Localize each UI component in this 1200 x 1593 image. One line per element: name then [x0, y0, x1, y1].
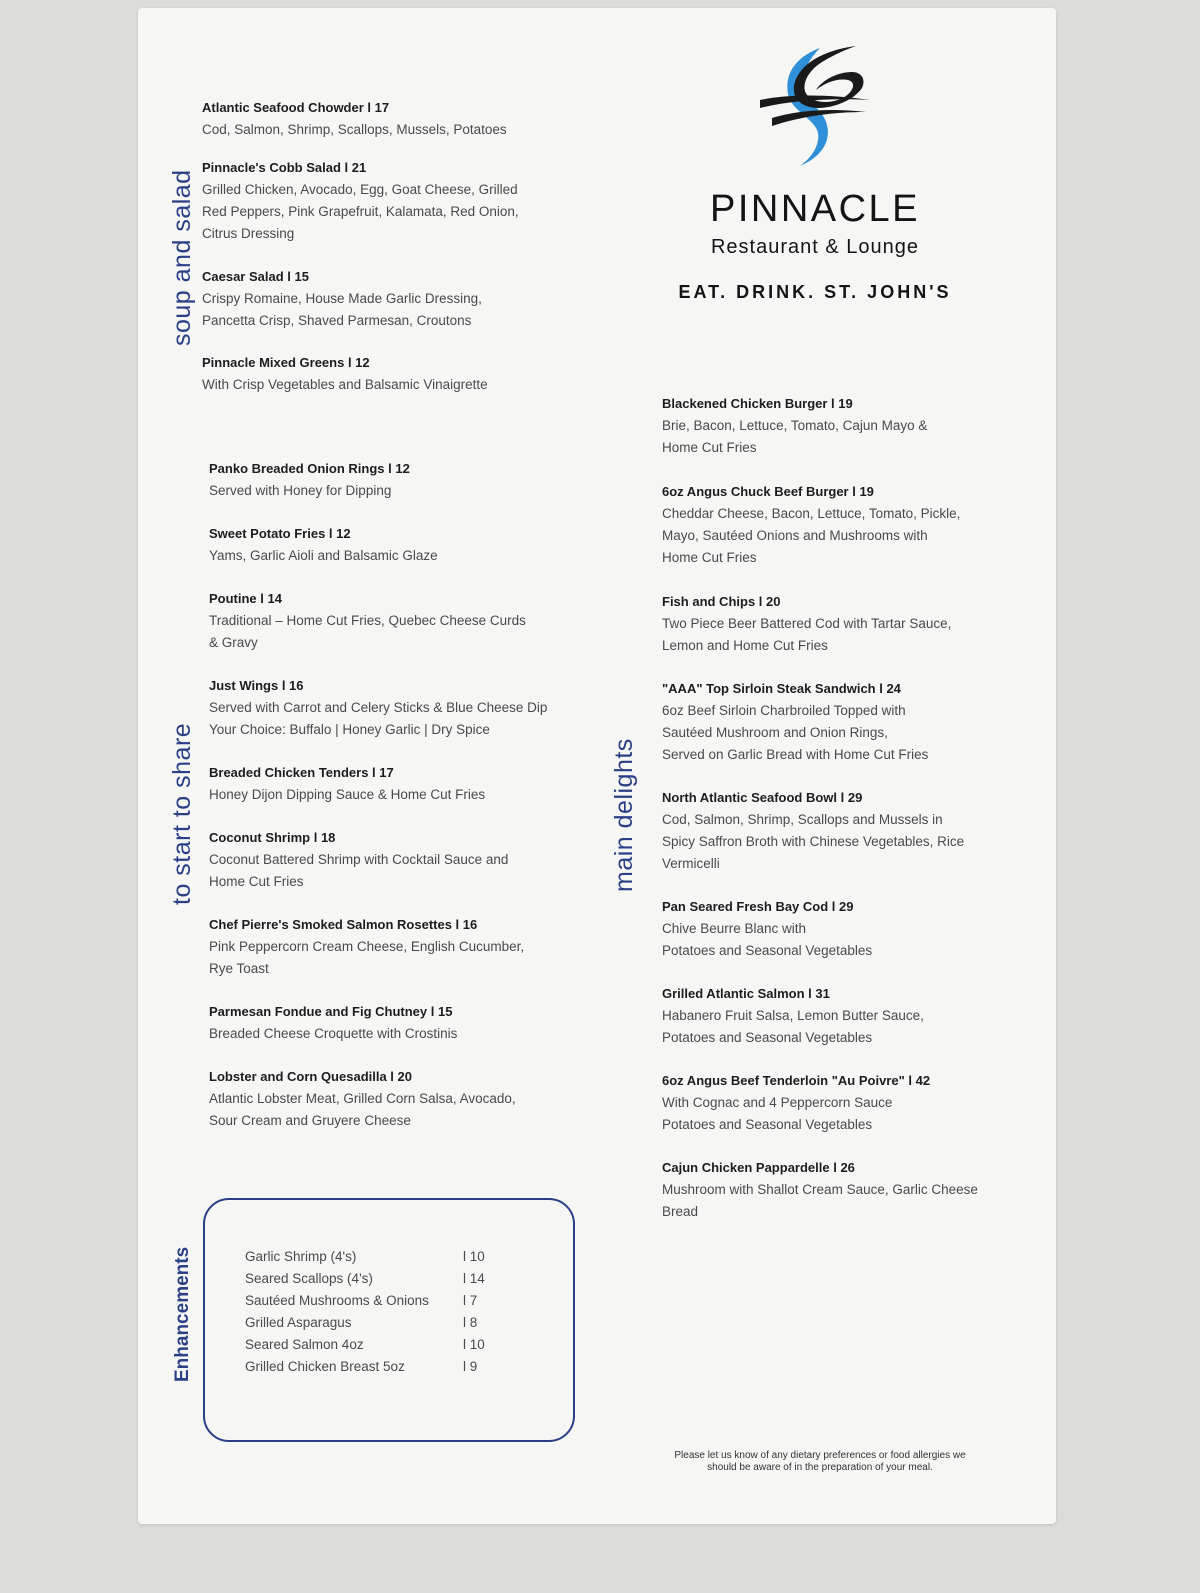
menu-item [662, 983, 924, 1049]
item-description: Pink Peppercorn Cream Cheese, English Cucumber, Rye Toast [209, 939, 525, 976]
item-name: Parmesan Fondue and Fig Chutney l 15 [209, 1004, 453, 1019]
item-name: Atlantic Seafood Chowder l 17 [202, 100, 390, 115]
enhancement-row [245, 1268, 485, 1290]
item-description: Cod, Salmon, Shrimp, Scallops, Mussels, Potatoes [202, 122, 507, 137]
item-name: North Atlantic Seafood Bowl l 29 [662, 790, 863, 805]
allergy-note: Please let us know of any dietary preferences or food allergies we should be aware of in the preparation of your meal. [674, 1450, 966, 1473]
menu-item [209, 675, 547, 741]
item-name: Cajun Chicken Pappardelle l 26 [662, 1160, 855, 1175]
menu-item [202, 352, 488, 396]
item-description: Served with Carrot and Celery Sticks & Blue Cheese Dip Your Choice: Buffalo | Honey Garlic | Dry Spice [209, 700, 548, 737]
menu-item [662, 787, 964, 875]
menu-item [662, 481, 960, 569]
item-description: Cod, Salmon, Shrimp, Scallops and Mussels in Spicy Saffron Broth with Chinese Vegetables, Rice Vermicelli [662, 812, 965, 871]
item-description: Brie, Bacon, Lettuce, Tomato, Cajun Mayo & Home Cut Fries [662, 418, 928, 455]
item-name: Coconut Shrimp l 18 [209, 830, 336, 845]
item-description: Mushroom with Shallot Cream Sauce, Garlic Cheese Bread [662, 1182, 978, 1219]
enhancement-price: l 8 [463, 1315, 478, 1330]
item-name: Lobster and Corn Quesadilla l 20 [209, 1069, 412, 1084]
section-label-main: main delights [610, 738, 638, 892]
item-name: Grilled Atlantic Salmon l 31 [662, 986, 830, 1001]
item-description: With Cognac and 4 Peppercorn Sauce Potatoes and Seasonal Vegetables [662, 1095, 893, 1132]
item-description: Habanero Fruit Salsa, Lemon Butter Sauce, Potatoes and Seasonal Vegetables [662, 1008, 924, 1045]
restaurant-subtitle: Restaurant & Lounge [710, 236, 920, 258]
enhancement-price: l 14 [463, 1271, 485, 1286]
enhancement-price: l 10 [463, 1249, 485, 1264]
menu-item [209, 1001, 457, 1045]
item-name: Caesar Salad l 15 [202, 269, 309, 284]
restaurant-tagline: EAT. DRINK. ST. JOHN'S [678, 282, 952, 302]
enhancement-row [245, 1246, 485, 1268]
item-name: 6oz Angus Beef Tenderloin "Au Poivre" l 42 [662, 1073, 931, 1088]
item-description: Breaded Cheese Croquette with Crostinis [209, 1026, 458, 1041]
item-name: Poutine l 14 [209, 591, 282, 606]
enhancement-price: l 9 [463, 1359, 478, 1374]
menu-item [202, 266, 482, 332]
enhancement-row [245, 1312, 478, 1334]
item-name: Pinnacle's Cobb Salad l 21 [202, 160, 367, 175]
item-description: Cheddar Cheese, Bacon, Lettuce, Tomato, Pickle, Mayo, Sautéed Onions and Mushrooms with Home Cut Fries [662, 506, 961, 565]
menu-item [662, 678, 928, 766]
enhancement-price: l 7 [463, 1293, 478, 1308]
item-description: Two Piece Beer Battered Cod with Tartar Sauce, Lemon and Home Cut Fries [662, 616, 952, 653]
section-label-soup-salad: soup and salad [168, 169, 196, 346]
menu-item [209, 914, 524, 980]
item-name: Pan Seared Fresh Bay Cod l 29 [662, 899, 854, 914]
item-name: Sweet Potato Fries l 12 [209, 526, 351, 541]
menu-item [202, 157, 519, 245]
item-name: Fish and Chips l 20 [662, 594, 781, 609]
item-name: Blackened Chicken Burger l 19 [662, 396, 853, 411]
item-description: 6oz Beef Sirloin Charbroiled Topped with Sautéed Mushroom and Onion Rings, Served on Garlic Bread with Home Cut Fries [662, 703, 929, 762]
item-description: Yams, Garlic Aioli and Balsamic Glaze [209, 548, 438, 563]
item-name: Just Wings l 16 [209, 678, 304, 693]
menu-item [209, 1066, 516, 1132]
item-description: With Crisp Vegetables and Balsamic Vinaigrette [202, 377, 488, 392]
item-description: Grilled Chicken, Avocado, Egg, Goat Cheese, Grilled Red Peppers, Pink Grapefruit, Kalamata, Red Onion, Citrus Dressing [202, 182, 519, 241]
menu-item [202, 97, 507, 141]
enhancement-name: Grilled Chicken Breast 5oz [245, 1359, 405, 1374]
enhancement-name: Seared Scallops (4's) [245, 1271, 373, 1286]
item-description: Atlantic Lobster Meat, Grilled Corn Salsa, Avocado, Sour Cream and Gruyere Cheese [209, 1091, 516, 1128]
menu-item [209, 458, 410, 502]
item-description: Served with Honey for Dipping [209, 483, 392, 498]
enhancement-row [245, 1356, 478, 1378]
item-name: Chef Pierre's Smoked Salmon Rosettes l 16 [209, 917, 478, 932]
enhancement-row [245, 1334, 485, 1356]
restaurant-name: PINNACLE [709, 188, 921, 230]
swirl-logo-icon [758, 42, 876, 170]
enhancement-name: Sautéed Mushrooms & Onions [245, 1293, 429, 1308]
item-name: Panko Breaded Onion Rings l 12 [209, 461, 410, 476]
enhancement-name: Garlic Shrimp (4's) [245, 1249, 357, 1264]
item-description: Crispy Romaine, House Made Garlic Dressing, Pancetta Crisp, Shaved Parmesan, Croutons [202, 291, 482, 328]
menu-item [209, 762, 485, 806]
section-label-enhancements: Enhancements [172, 1246, 193, 1382]
menu-item [209, 827, 508, 893]
item-name: Pinnacle Mixed Greens l 12 [202, 355, 370, 370]
menu-item [662, 896, 872, 962]
enhancement-name: Grilled Asparagus [245, 1315, 352, 1330]
menu-item [209, 588, 526, 654]
item-name: "AAA" Top Sirloin Steak Sandwich l 24 [662, 681, 901, 696]
item-description: Honey Dijon Dipping Sauce & Home Cut Fries [209, 787, 486, 802]
menu-item [209, 523, 438, 567]
item-description: Chive Beurre Blanc with Potatoes and Seasonal Vegetables [662, 921, 873, 958]
enhancement-name: Seared Salmon 4oz [245, 1337, 364, 1352]
item-name: Breaded Chicken Tenders l 17 [209, 765, 394, 780]
menu-item [662, 1157, 978, 1223]
section-label-to-start: to start to share [168, 722, 196, 905]
menu-item [662, 591, 951, 657]
enhancement-price: l 10 [463, 1337, 485, 1352]
menu-item [662, 1070, 930, 1136]
menu-item [662, 393, 927, 459]
item-name: 6oz Angus Chuck Beef Burger l 19 [662, 484, 874, 499]
item-description: Coconut Battered Shrimp with Cocktail Sauce and Home Cut Fries [209, 852, 509, 889]
enhancement-row [245, 1290, 478, 1312]
item-description: Traditional – Home Cut Fries, Quebec Cheese Curds & Gravy [209, 613, 526, 650]
